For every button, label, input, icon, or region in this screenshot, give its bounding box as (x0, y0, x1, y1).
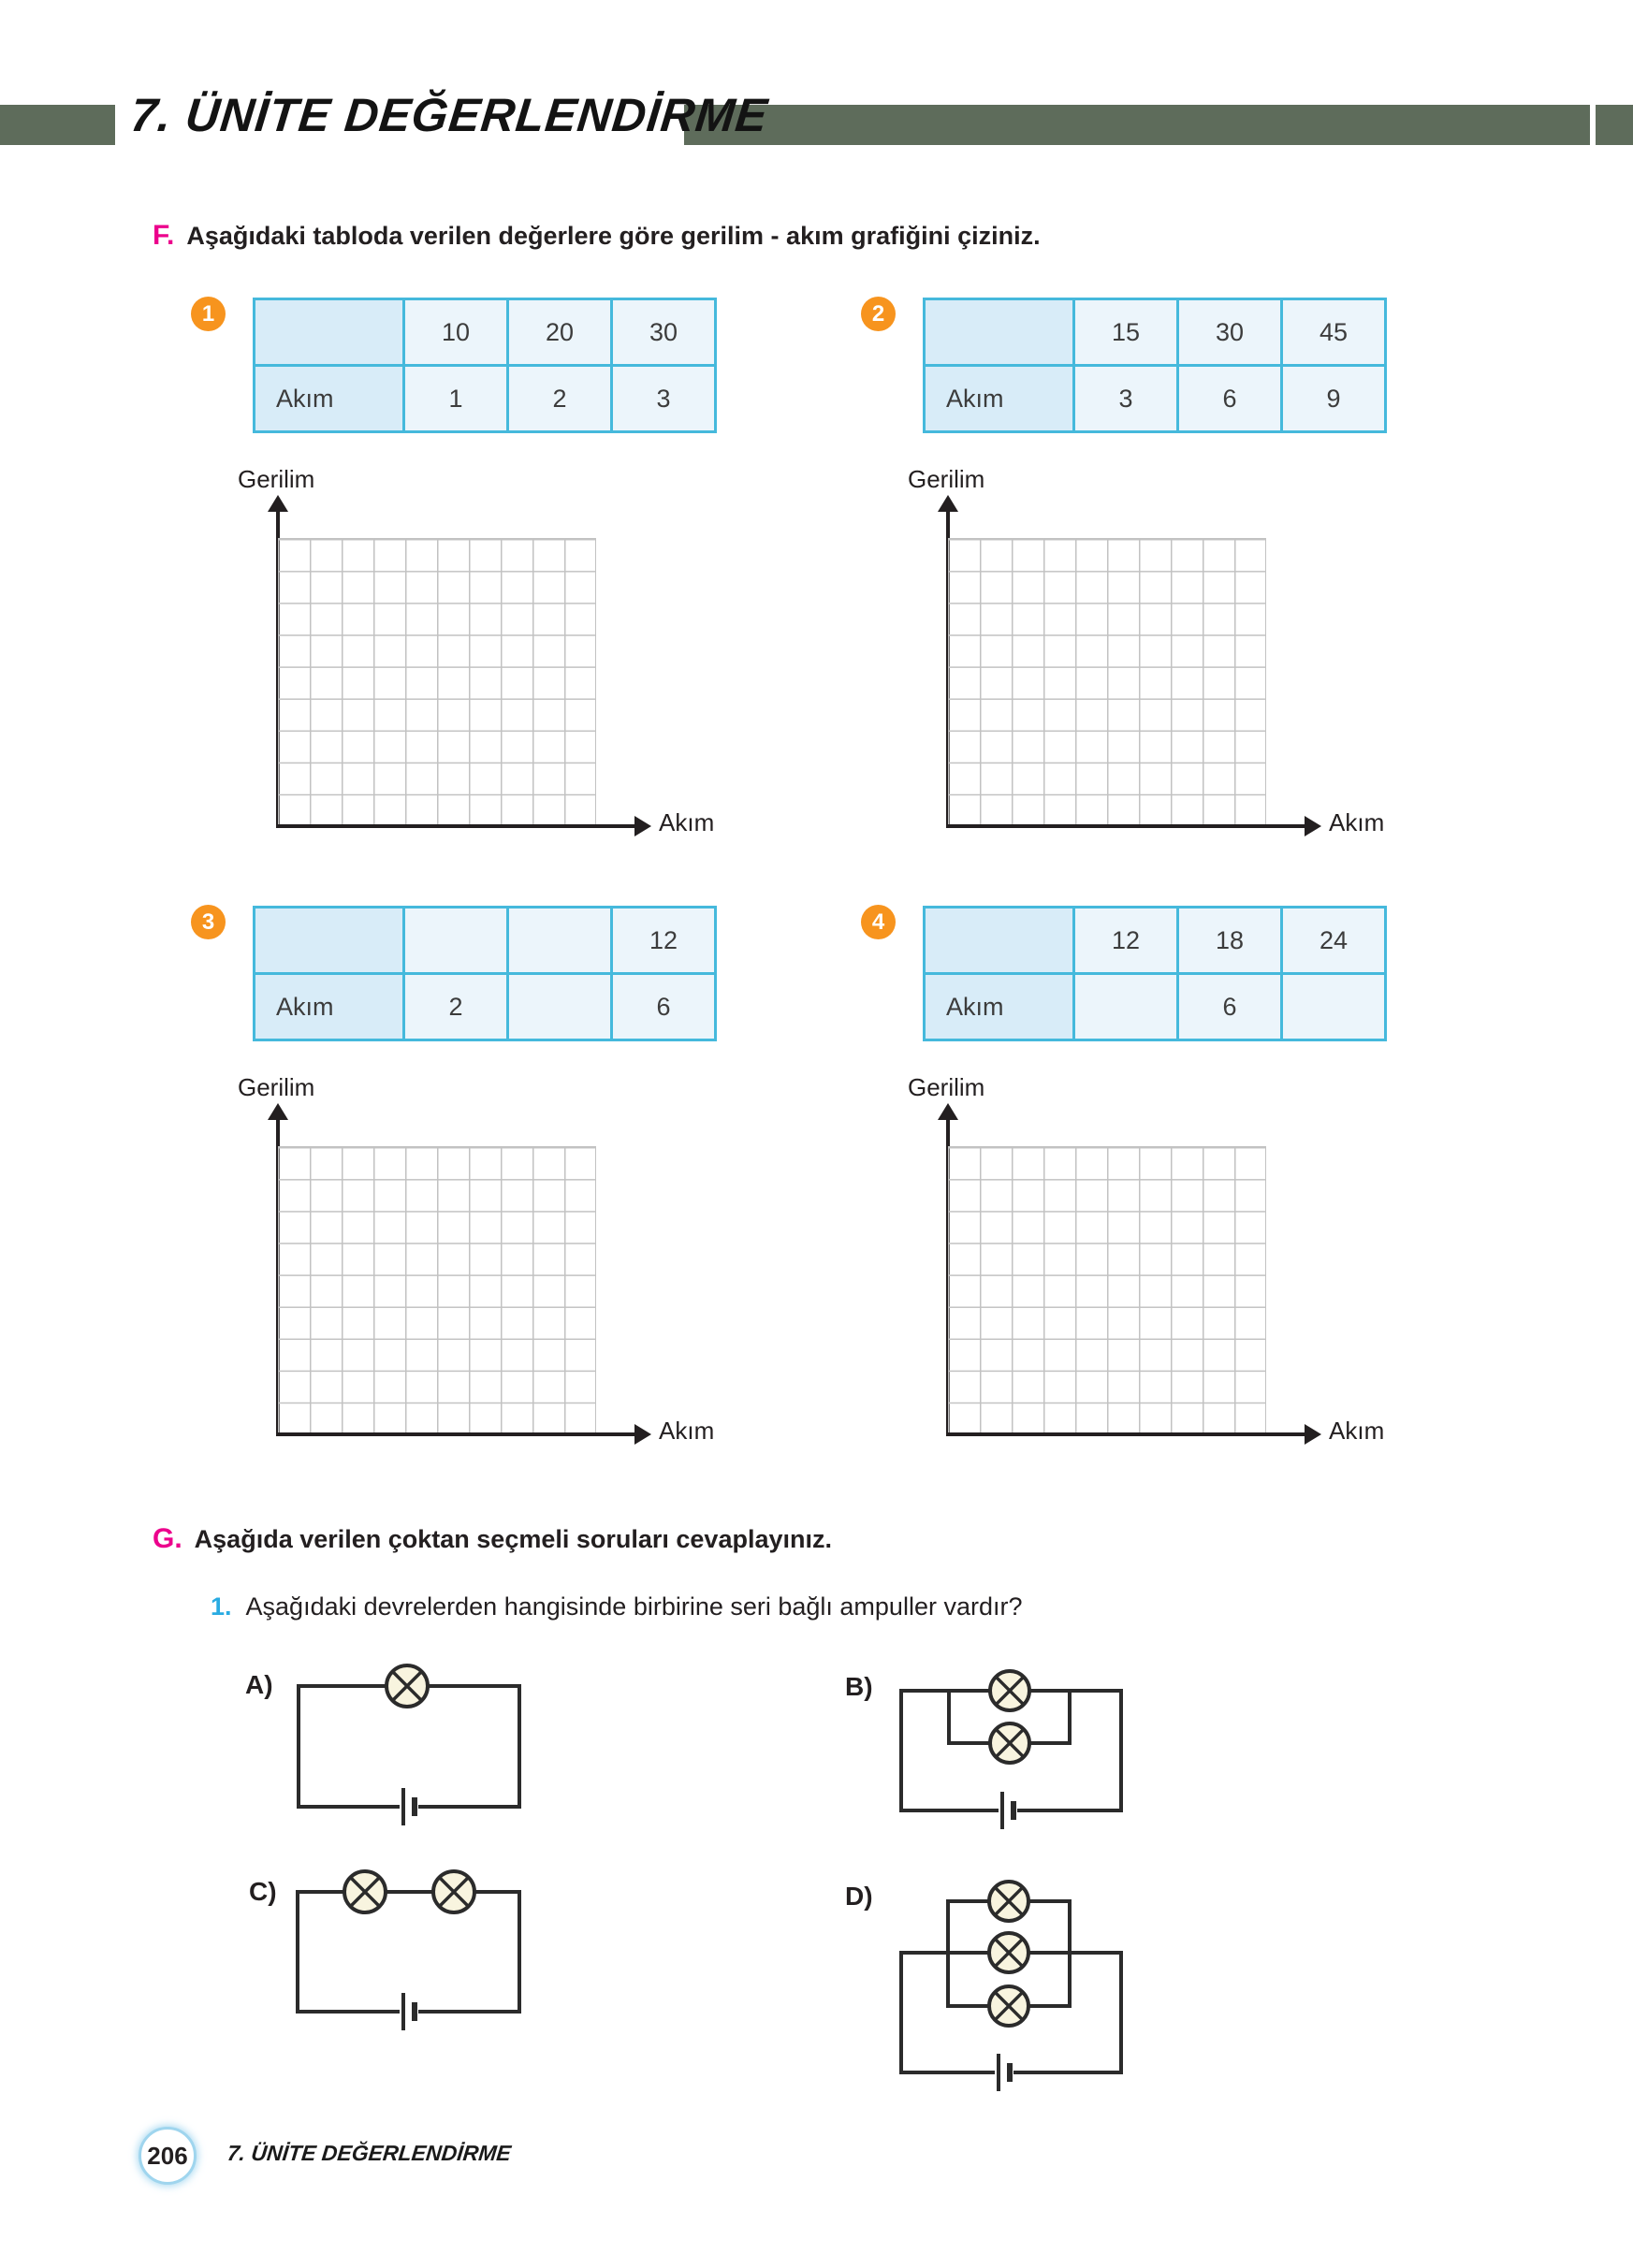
light-bulb-symbol (386, 1665, 428, 1707)
x-axis-label: Akım (1329, 1417, 1385, 1445)
section-g-text: Aşağıda verilen çoktan seçmeli soruları cevaplayınız. (194, 1525, 832, 1553)
table-cell (508, 908, 612, 974)
option-c-label: C) (249, 1877, 277, 1906)
x-axis-arrow (1305, 1424, 1321, 1445)
question-1 (211, 1592, 1023, 1621)
x-axis-label: Akım (1329, 808, 1385, 836)
table-row-label: Akım (255, 974, 404, 1040)
circuit-wire (298, 1892, 519, 2012)
table-cell: 20 (508, 299, 612, 366)
light-bulb-symbol (989, 1933, 1028, 1972)
table-number-badge: 3 (191, 905, 226, 939)
option-b-label: B) (845, 1672, 873, 1701)
empty-graph-1 (217, 463, 715, 837)
table-cell (255, 908, 404, 974)
table-cell: 6 (1178, 366, 1282, 432)
x-axis-label: Akım (659, 808, 715, 836)
light-bulb-symbol (989, 1882, 1028, 1921)
table-cell: 2 (404, 974, 508, 1040)
y-axis-label: Gerilim (908, 1073, 985, 1101)
x-axis-arrow (634, 816, 651, 836)
section-g-heading (153, 1523, 832, 1555)
section-f-text: Aşağıdaki tabloda verilen değerlere göre gerilim - akım grafiğini çiziniz. (186, 222, 1041, 250)
page-number-badge: 206 (139, 2127, 197, 2185)
table-cell: 6 (612, 974, 716, 1040)
table-cell: 45 (1282, 299, 1386, 366)
graph-grid (278, 1146, 596, 1433)
table-cell: 24 (1282, 908, 1386, 974)
table-cell (255, 299, 404, 366)
table-cell: 2 (508, 366, 612, 432)
value-table-1 (253, 298, 717, 433)
table-number-badge: 4 (861, 905, 896, 939)
section-f-letter: F. (153, 220, 175, 251)
table-cell (925, 908, 1074, 974)
light-bulb-symbol (344, 1871, 386, 1912)
circuit-diagram-b (880, 1665, 1160, 1853)
value-table-3 (253, 906, 717, 1041)
graph-grid (948, 538, 1266, 825)
circuit-diagram-d (880, 1871, 1160, 2105)
table-cell: 30 (1178, 299, 1282, 366)
section-g-letter: G. (153, 1523, 182, 1554)
table-cell: 3 (612, 366, 716, 432)
x-axis (946, 1432, 1306, 1436)
table-cell: 12 (1074, 908, 1178, 974)
circuit-diagram-c (234, 1862, 543, 2049)
table-cell (1282, 974, 1386, 1040)
table-cell: 3 (1074, 366, 1178, 432)
y-axis-label: Gerilim (908, 465, 985, 493)
table-number-badge: 2 (861, 297, 896, 331)
light-bulb-symbol (433, 1871, 474, 1912)
table-cell: 10 (404, 299, 508, 366)
table-cell (925, 299, 1074, 366)
y-axis-label: Gerilim (238, 1073, 315, 1101)
x-axis (276, 1432, 636, 1436)
x-axis-arrow (1305, 816, 1321, 836)
header-bar-right (1596, 105, 1633, 145)
light-bulb-symbol (990, 1671, 1029, 1710)
table-cell: 18 (1178, 908, 1282, 974)
option-d-label: D) (845, 1882, 873, 1911)
table-cell: 6 (1178, 974, 1282, 1040)
table-cell: 30 (612, 299, 716, 366)
table-cell (404, 908, 508, 974)
option-a-label: A) (245, 1670, 273, 1699)
x-axis (276, 824, 636, 828)
header-bar-middle (684, 105, 1590, 145)
empty-graph-3 (217, 1071, 715, 1446)
question-number: 1. (211, 1592, 232, 1621)
table-cell: 12 (612, 908, 716, 974)
table-cell: 15 (1074, 299, 1178, 366)
table-number-badge: 1 (191, 297, 226, 331)
table-row-label: Akım (255, 366, 404, 432)
light-bulb-symbol (989, 1986, 1028, 2026)
table-row-label: Akım (925, 974, 1074, 1040)
empty-graph-4 (887, 1071, 1385, 1446)
x-axis-label: Akım (659, 1417, 715, 1445)
light-bulb-symbol (990, 1723, 1029, 1763)
y-axis-label: Gerilim (238, 465, 315, 493)
page-title: 7. ÜNİTE DEĞERLENDİRME (128, 89, 771, 141)
value-table-4 (923, 906, 1387, 1041)
table-cell (1074, 974, 1178, 1040)
question-text: Aşağıdaki devrelerden hangisinde birbirine seri bağlı ampuller vardır? (245, 1592, 1023, 1621)
x-axis (946, 824, 1306, 828)
footer-chapter-label: 7. ÜNİTE DEĞERLENDİRME (226, 2141, 513, 2165)
x-axis-arrow (634, 1424, 651, 1445)
value-table-2 (923, 298, 1387, 433)
circuit-diagram-a (234, 1656, 543, 1843)
table-row-label: Akım (925, 366, 1074, 432)
graph-grid (948, 1146, 1266, 1433)
header-bar-left (0, 105, 115, 145)
graph-grid (278, 538, 596, 825)
table-cell: 1 (404, 366, 508, 432)
table-cell: 9 (1282, 366, 1386, 432)
table-cell (508, 974, 612, 1040)
empty-graph-2 (887, 463, 1385, 837)
section-f-heading (153, 220, 1041, 252)
